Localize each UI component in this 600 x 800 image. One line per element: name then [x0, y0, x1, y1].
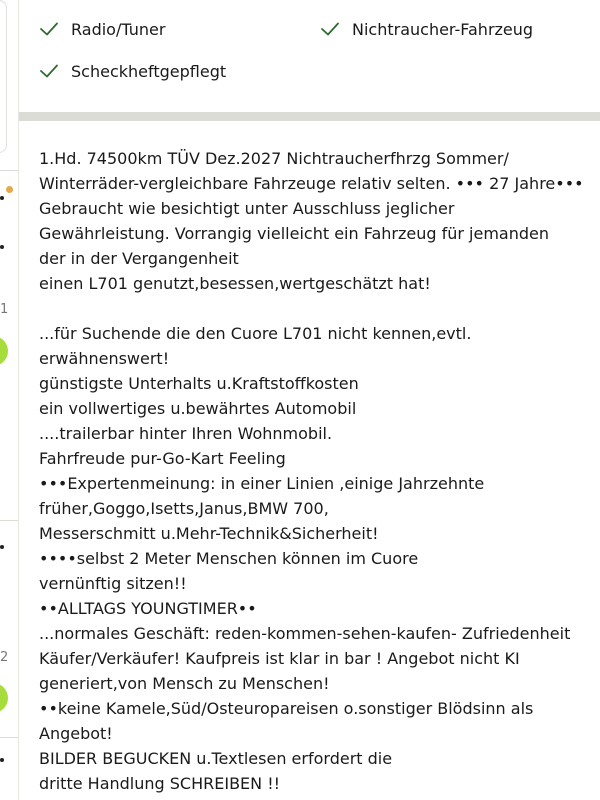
description-line: ••ALLTAGS YOUNGTIMER•• — [39, 599, 257, 618]
description-line: ...normales Geschäft: reden-kommen-sehen-kaufen- Zufriedenheit — [39, 624, 571, 643]
description-line: ...für Suchende die den Cuore L701 nicht kennen,evtl. — [39, 324, 472, 343]
description-line: Fahrfreude pur-Go-Kart Feeling — [39, 449, 286, 468]
left-separator — [0, 737, 18, 738]
feature-label: Scheckheftgepflegt — [71, 61, 227, 81]
section-divider — [19, 112, 600, 121]
description-line: generiert,von Mensch zu Menschen! — [39, 674, 330, 693]
left-bullet-dot — [0, 196, 4, 200]
listing-details — [19, 0, 600, 800]
left-item-number: 2 — [0, 650, 9, 665]
description-line: Gebraucht wie besichtigt unter Ausschluss jeglicher — [39, 199, 455, 218]
description-line: Gewährleistung. Vorrangig vielleicht ein Fahrzeug für jemanden — [39, 224, 549, 243]
feature-label: Nichtraucher-Fahrzeug — [352, 19, 534, 39]
description-line: Messerschmitt u.Mehr-Technik&Sicherheit! — [39, 524, 379, 543]
description-line: vernünftig sitzen!! — [39, 574, 187, 593]
description-line: BILDER BEGUCKEN u.Textlesen erfordert die — [39, 749, 393, 768]
feature-label: Radio/Tuner — [71, 19, 166, 39]
left-separator — [0, 170, 18, 171]
description-line: der in der Vergangenheit — [39, 249, 239, 268]
description-line: ••keine Kamele,Süd/Osteuropareisen o.sonstiger Blödsinn als — [39, 699, 534, 718]
left-bullet-dot — [0, 758, 4, 762]
left-card[interactable] — [0, 0, 7, 153]
description-line: 1.Hd. 74500km TÜV Dez.2027 Nichtraucherfhrzg Sommer/ — [39, 149, 509, 168]
status-badge-icon[interactable] — [0, 683, 8, 713]
check-icon — [39, 63, 59, 79]
description-line: ein vollwertiges u.bewährtes Automobil — [39, 399, 357, 418]
description-line: einen L701 genutzt,besessen,wertgeschätzt hat! — [39, 274, 431, 293]
description-line: ••••selbst 2 Meter Menschen können im Cuore — [39, 549, 419, 568]
status-badge-icon[interactable] — [0, 336, 8, 366]
description-line: dritte Handlung SCHREIBEN !! — [39, 774, 281, 793]
left-sidebar-strip — [0, 0, 18, 800]
check-icon — [320, 21, 340, 37]
description-line: früher,Goggo,Isetts,Janus,BMW 700, — [39, 499, 329, 518]
description-line: Käufer/Verkäufer! Kaufpreis ist klar in bar ! Angebot nicht KI — [39, 649, 520, 668]
description-line: Winterräder-vergleichbare Fahrzeuge relativ selten. ••• 27 Jahre••• — [39, 174, 584, 193]
left-bullet-dot — [0, 545, 4, 549]
description-line: ....trailerbar hinter Ihren Wohnmobil. — [39, 424, 333, 443]
feature-item-nichtraucher — [320, 17, 533, 41]
notification-dot-icon — [6, 186, 13, 193]
description-line: •••Expertenmeinung: in einer Linien ,einige Jahrzehnte — [39, 474, 485, 493]
check-icon — [39, 21, 59, 37]
feature-item-radio-tuner — [39, 17, 165, 41]
left-separator — [0, 520, 18, 521]
listing-description — [39, 146, 594, 796]
description-line: günstigste Unterhalts u.Kraftstoffkosten — [39, 374, 359, 393]
description-blank-line — [39, 296, 594, 321]
left-bullet-dot — [0, 245, 4, 249]
feature-list — [19, 0, 600, 112]
left-item-number: 1 — [0, 302, 9, 317]
description-line: erwähnenswert! — [39, 349, 170, 368]
description-line: Angebot! — [39, 724, 113, 743]
feature-item-scheckheft — [39, 59, 226, 83]
